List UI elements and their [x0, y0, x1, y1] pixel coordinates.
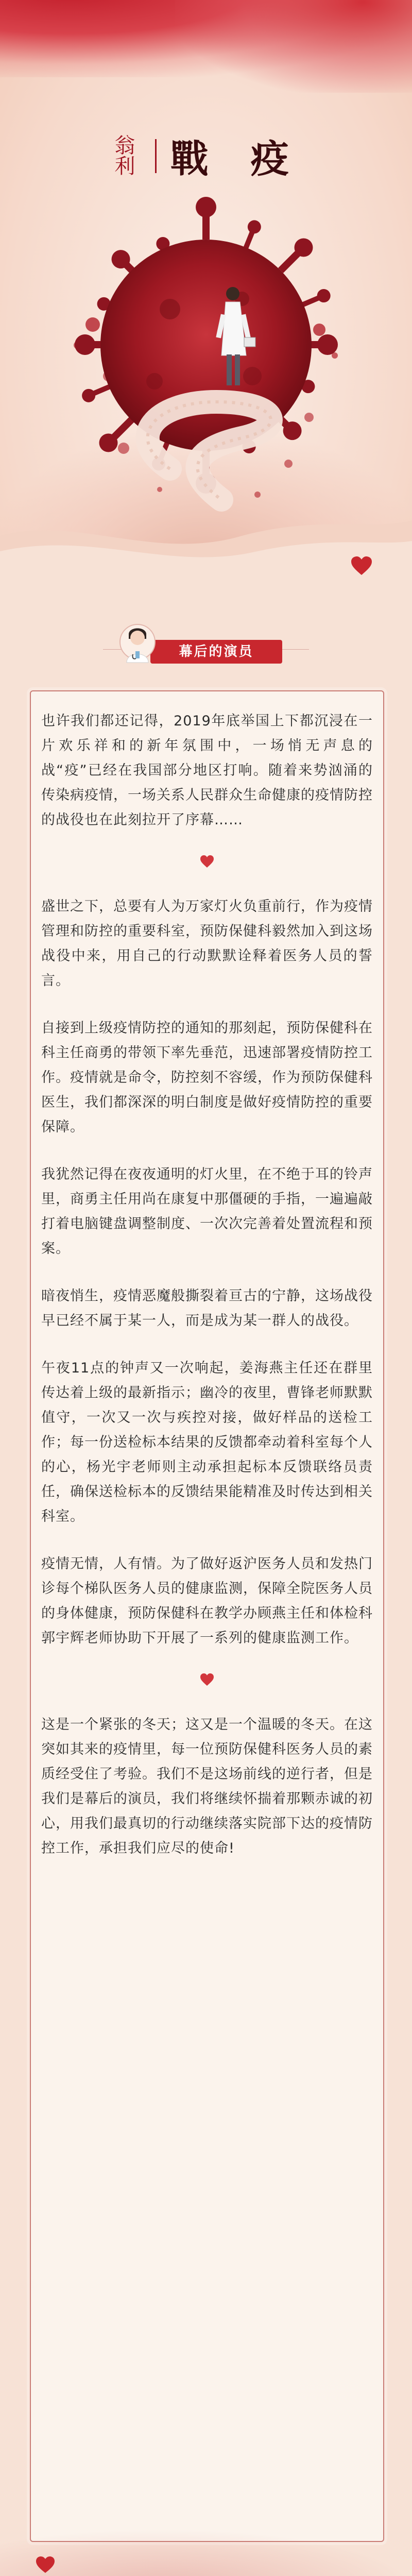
heart-icon [350, 555, 373, 576]
article-paragraph: 盛世之下，总要有人为万家灯火负重前行，作为疫情管理和防控的重要科室，预防保健科毅然加入到这场战役中来，用自己的行动默默诠释着医务人员的誓言。 [41, 899, 373, 989]
separator [41, 1672, 373, 1690]
article-paragraph: 也许我们都还记得，2019年底举国上下都沉浸在一片欢乐祥和的新年氛围中，一场悄无声息的战“疫”已经在我国部分地区打响。随着来势汹涌的传染病疫情，一场关系人民群众生命健康的疫情防控的战役也在此刻拉开了序幕…… [41, 713, 373, 828]
heart-icon [199, 854, 215, 869]
doctor-avatar-icon [118, 622, 157, 667]
article-paragraph: 午夜11点的钟声又一次响起，姜海燕主任还在群里传达着上级的最新指示；幽冷的夜里，曹锋老师默默值守，一次又一次与疾控对接，做好样品的送检工作；每一份送检标本结果的反馈都牵动着科室每个人的心，杨光宇老师则主动承担起标本反馈联络员责任，确保送检标本的反馈结果能精准及时传达到相关科室。 [41, 1360, 373, 1524]
article-paragraph: 这是一个紧张的冬天；这又是一个温暖的冬天。在这突如其来的疫情里，每一位预防保健科医务人员的素质经受住了考验。我们不是这场前线的逆行者，但是我们是幕后的演员，我们将继续怀揣着那颗赤诚的初心，用我们最真切的行动继续落实院部下达的疫情防控工作，承担我们应尽的使命! [41, 1717, 373, 1856]
hero-banner [0, 0, 412, 587]
red-ink-wash-top-right [175, 0, 412, 93]
pink-wash-lower [0, 2524, 412, 2576]
section-badge [150, 640, 282, 664]
article-paragraph: 疫情无情，人有情。为了做好返沪医务人员和发热门诊每个梯队医务人员的健康监测，保障全院医务人员的身体健康，预防保健科在教学办顾燕主任和体检科郭宇辉老师协助下开展了一系列的健康监测工作。 [41, 1556, 373, 1646]
separator [41, 854, 373, 872]
article-paragraph: 自接到上级疫情防控的通知的那刻起，预防保健科在科主任商勇的带领下率先垂范，迅速部署疫情防控工作。疫情就是命令，防控刻不容缓，作为预防保健科医生，我们都深深的明白制度是做好疫情防控的重要保障。 [41, 1020, 373, 1135]
article-paragraph: 我犹然记得在夜夜通明的灯火里，在不绝于耳的铃声里，商勇主任用尚在康复中那僵硬的手指，一遍遍敲打着电脑键盘调整制度、一次次完善着处置流程和预案。 [41, 1166, 373, 1257]
virus-illustration [0, 160, 412, 531]
section-header [0, 613, 412, 675]
heart-icon [35, 2555, 56, 2574]
article-paragraph: 暗夜悄生，疫情恶魔般撕裂着亘古的宁静，这场战役早已经不属于某一人，而是成为某一群人的战役。 [41, 1288, 373, 1329]
heart-icon [199, 1672, 215, 1687]
article-card [30, 690, 384, 2542]
title-text: 戰 疫 [170, 137, 303, 181]
article-body [41, 709, 373, 1861]
section-badge-label: 幕后的演员 [179, 644, 254, 659]
seal-mark: 翁 利 [114, 134, 135, 178]
